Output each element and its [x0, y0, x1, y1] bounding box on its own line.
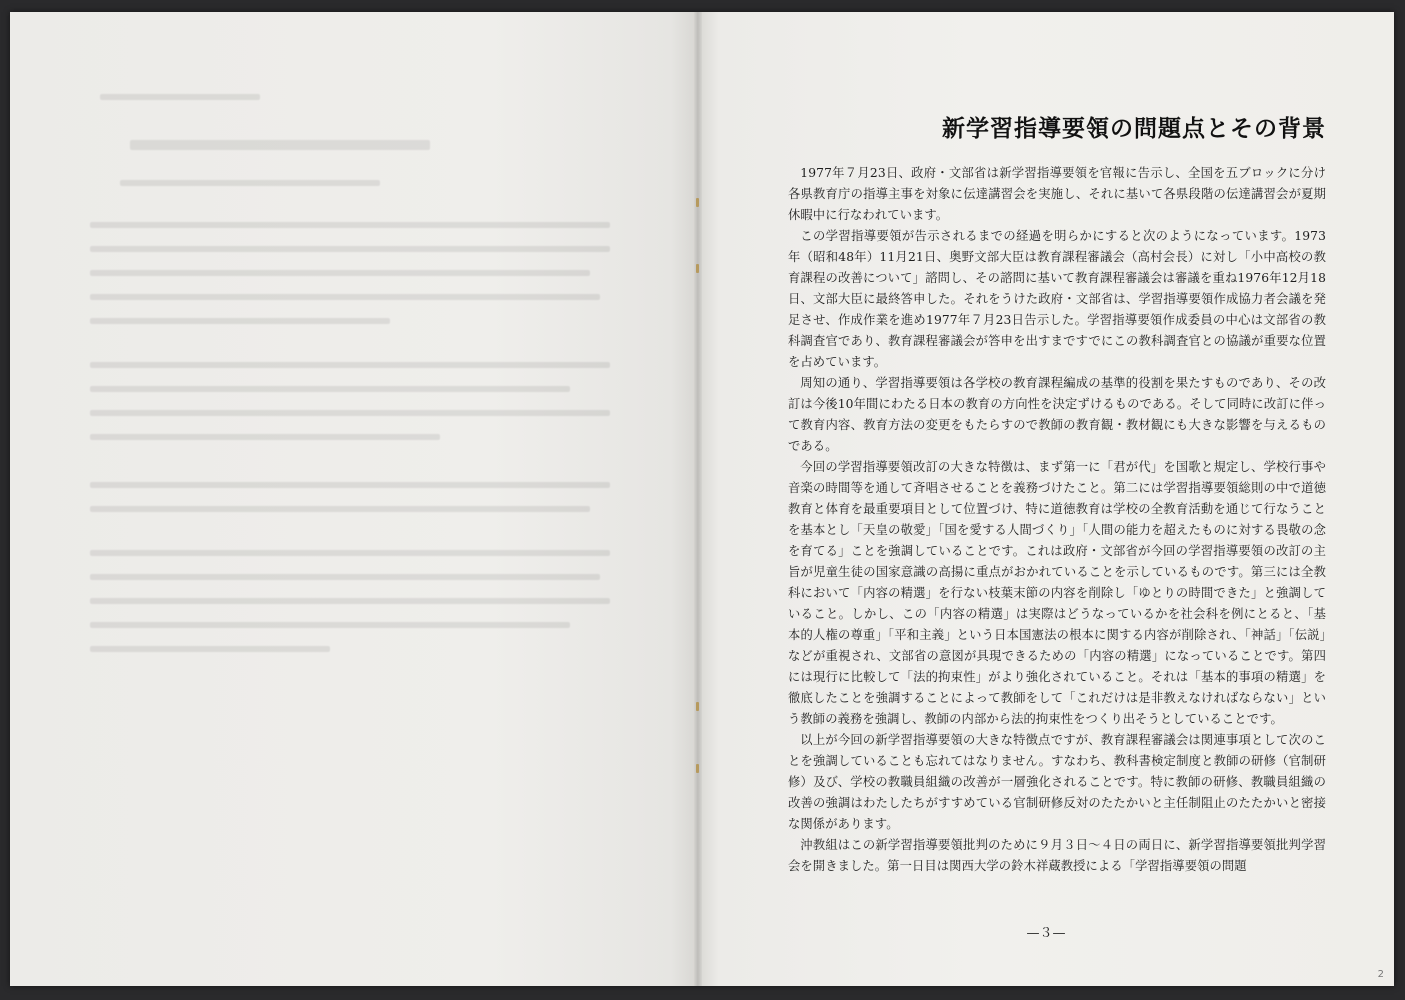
- right-page: [698, 12, 1394, 986]
- paragraph: 周知の通り、学習指導要領は各学校の教育課程編成の基準的役割を果たすものであり、その改訂は今後10年間にわたる日本の教育の方向性を決定ずけるものである。そして同時に改訂に伴って教育内容、教育方法の変更をもたらすので教師の教育観・教材観にも大きな影響を与えるものである。: [788, 376, 1326, 453]
- paragraph: 1977年７月23日、政府・文部省は新学習指導要領を官報に告示し、全国を五ブロックに分け各県教育庁の指導主事を対象に伝達講習会を実施し、それに基いて各県段階の伝達講習会が夏期休暇中に行なわれています。: [788, 166, 1326, 222]
- paragraph: この学習指導要領が告示されるまでの経過を明らかにすると次のようになっています。1973年（昭和48年）11月21日、奥野文部大臣は教育課程審議会（高村会長）に対し「小中高校の教育課程の改善について」諮問し、その諮問に基いて教育課程審議会は審議を重ね1976年12月18日、文部大臣に最終答申した。それをうけた政府・文部省は、学習指導要領作成協力者会議を発足させ、作成作業を進め1977年７月23日告示した。学習指導要領作成委員の中心は文部省の教科調査官であり、教育課程審議会が答申を出すまですでにこの教科調査官との協議が重要な位置を占めています。: [788, 229, 1326, 369]
- staple: [696, 702, 699, 711]
- bleed-through-text: [10, 12, 698, 986]
- paragraph: 以上が今回の新学習指導要領の大きな特徴点ですが、教育課程審議会は関連事項として次のことを強調していることも忘れてはなりません。すなわち、教科書検定制度と教師の研修（官制研修）及び、学校の教職員組織の改善が一層強化されることです。特に教師の研修、教職員組織の改善の強調はわたしたちがすすめている官制研修反対のたたかいと主任制阻止のたたかいと密接な関係があります。: [788, 733, 1326, 831]
- article-title: 新学習指導要領の問題点とその背景: [942, 116, 1326, 142]
- paragraph: 今回の学習指導要領改訂の大きな特徴は、まず第一に「君が代」を国歌と規定し、学校行事や音楽の時間等を通して斉唱させることを義務づけたこと。第二には学習指導要領総則の中で道徳教育と体育を最重要項目として位置づけ、特に道徳教育は学校の全教育活動を通じて行なうことを基本とし「天皇の敬愛」「国を愛する人間づくり」「人間の能力を超えたものに対する畏敬の念を育てる」ことを強調していることです。これは政府・文部省が今回の学習指導要領の改訂の主旨が児童生徒の国家意識の高揚に重点がおかれていることを示しているものです。第三には全教科において「内容の精選」を行ない枝葉末節の内容を削除し「ゆとりの時間できた」と強調していること。しかし、この「内容の精選」は実際はどうなっているかを社会科を例にとると、「基本的人権の尊重」「平和主義」という日本国憲法の根本に関する内容が削除され、「神話」「伝説」などが重視され、文部省の意図が具現できるための「内容の精選」になっていることです。第四には現行に比較して「法的拘束性」がより強化されていること。それは「基本的事項の精選」を徹底したことを強調することによって教師をして「これだけは是非教えなければならない」という教師の義務を強調し、教師の内部から法的拘束性をつくり出そうとしていることです。: [788, 460, 1326, 726]
- article: [788, 110, 1326, 877]
- left-page-blank: [10, 12, 698, 986]
- open-booklet: [10, 12, 1394, 986]
- staple: [696, 264, 699, 273]
- corner-mark: 2: [1377, 969, 1384, 980]
- page-number: —３—: [1026, 926, 1066, 941]
- staple: [696, 764, 699, 773]
- staple: [696, 198, 699, 207]
- paragraph: 沖教組はこの新学習指導要領批判のために９月３日～４日の両日に、新学習指導要領批判学習会を開きました。第一日目は関西大学の鈴木祥蔵教授による「学習指導要領の問題: [788, 838, 1326, 873]
- article-body: [788, 163, 1326, 877]
- binding-gutter: [694, 12, 702, 986]
